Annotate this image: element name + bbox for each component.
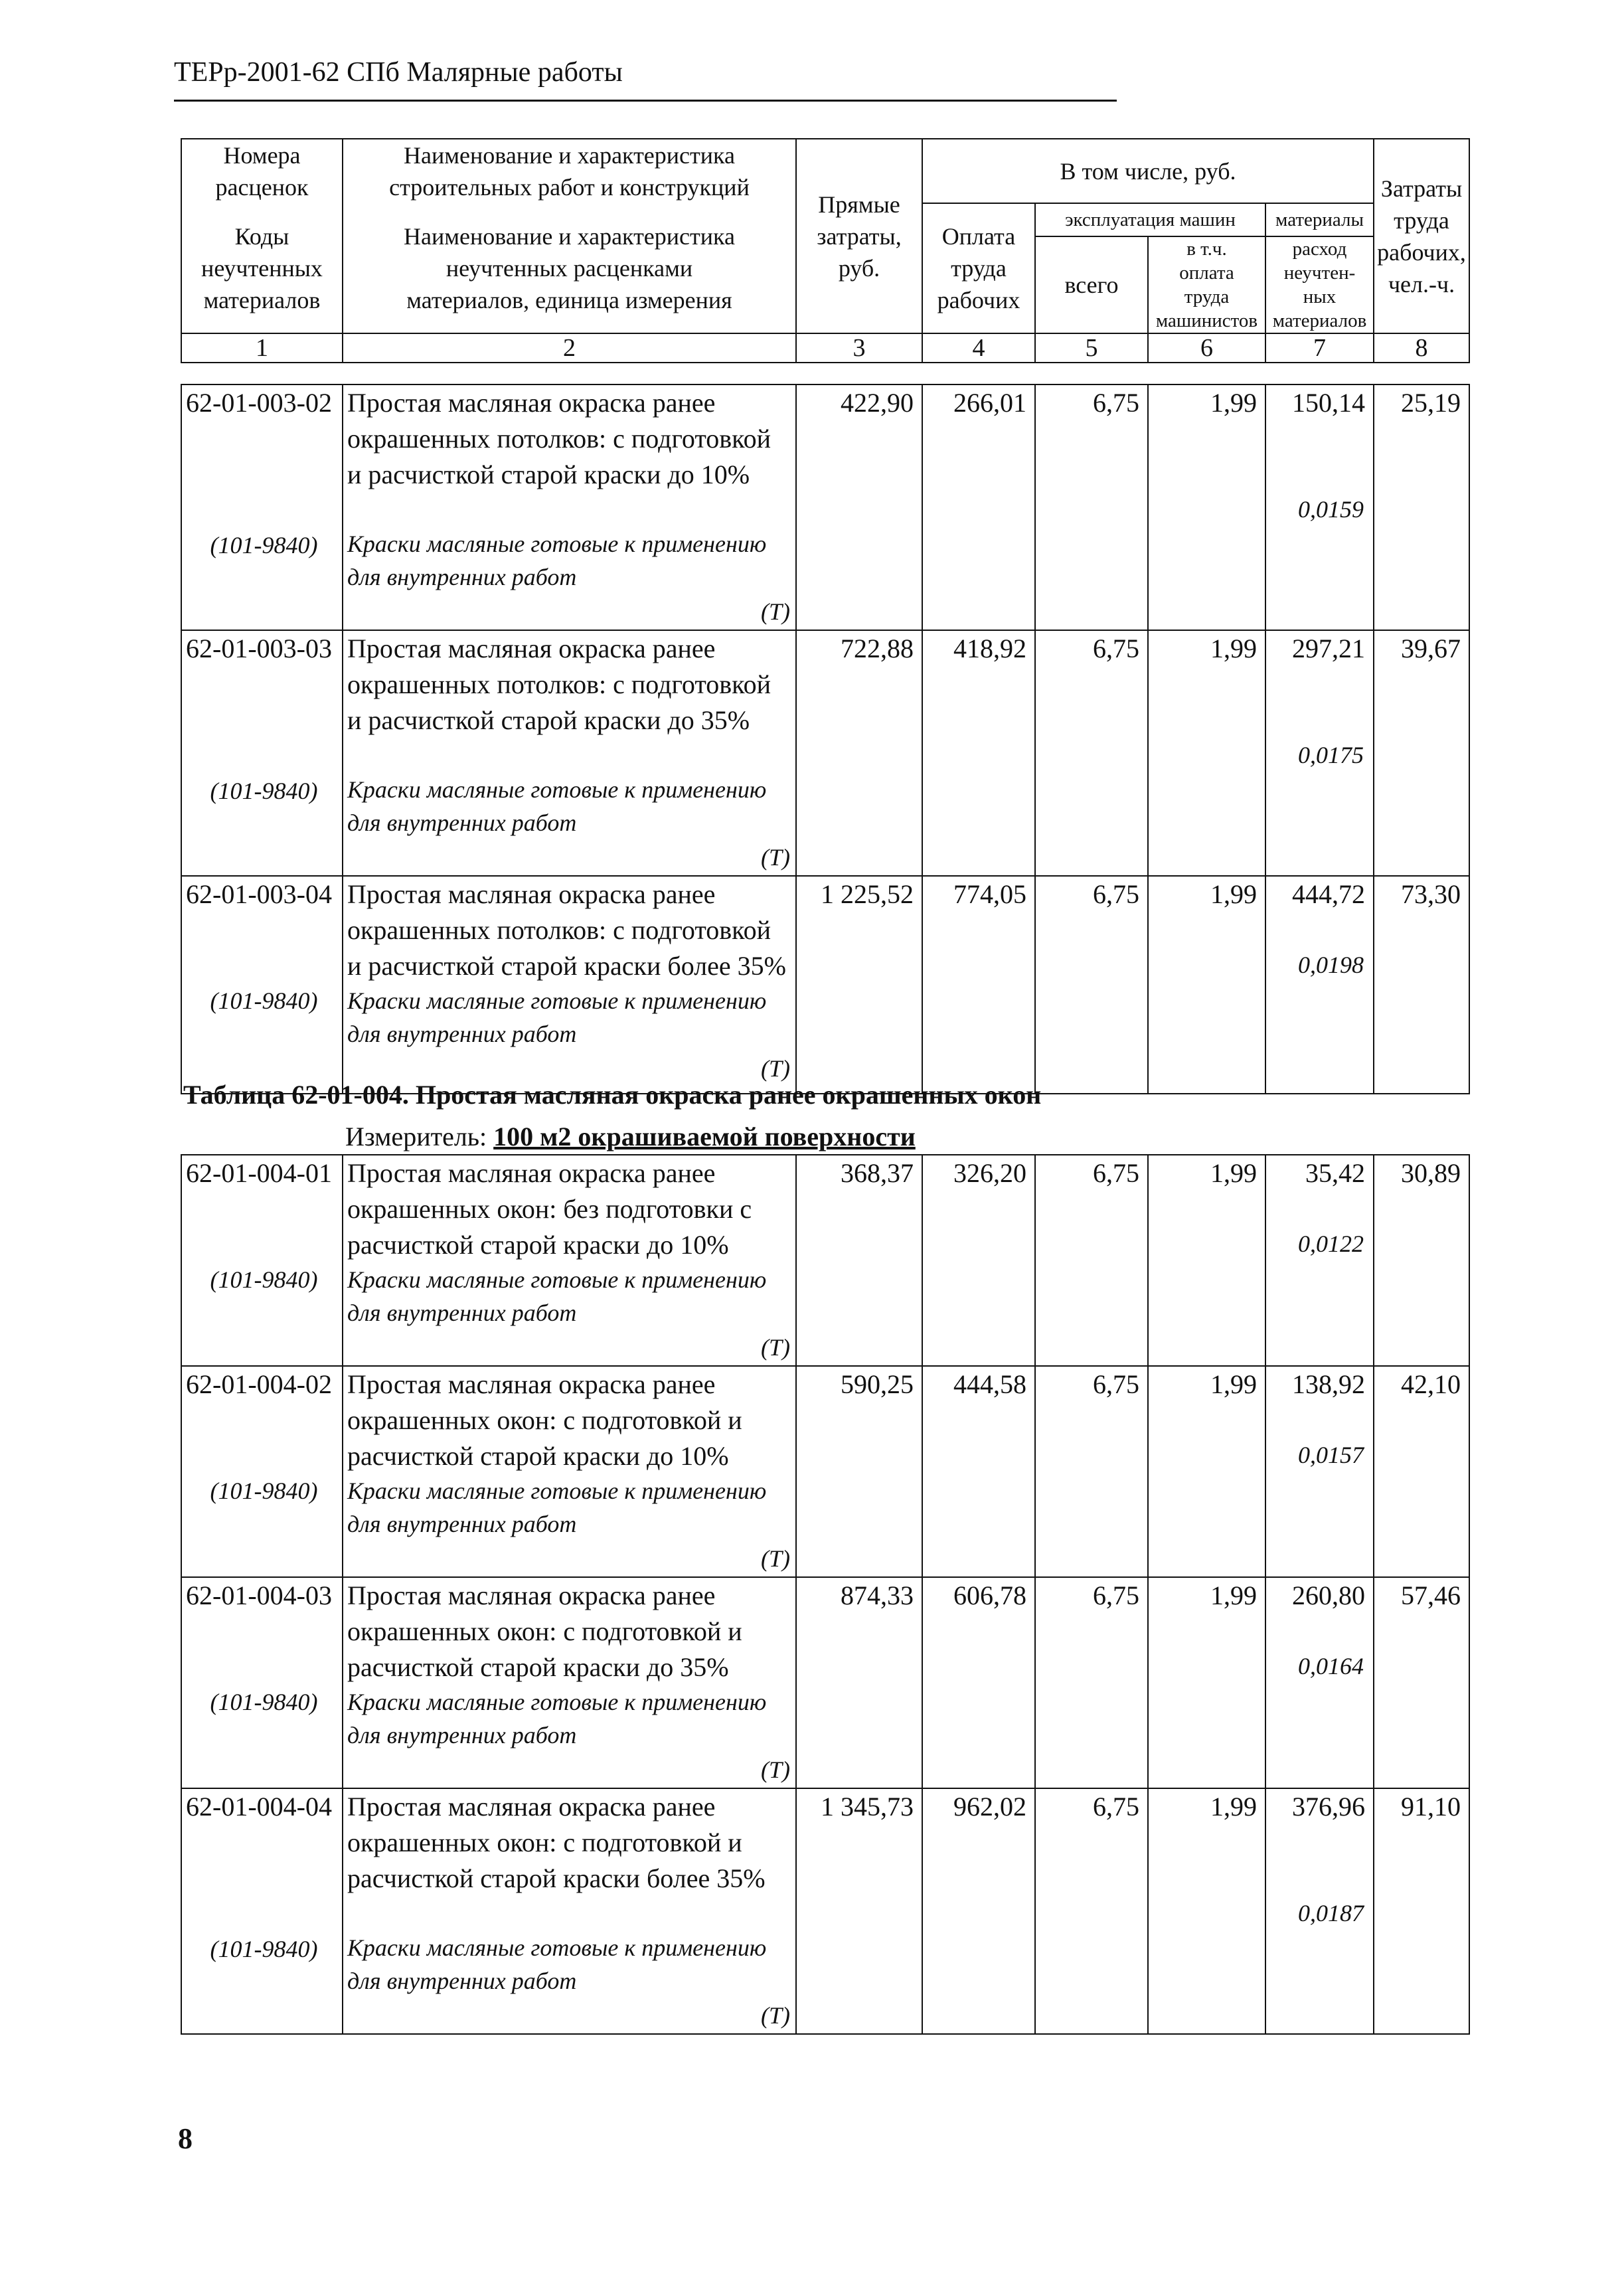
rate-name-line: окрашенных окон: с подготовкой и: [347, 1405, 742, 1435]
material-name-line: Краски масляные готовые к применению: [347, 1934, 767, 1961]
measure-label: Измеритель:: [345, 1122, 487, 1151]
rate-row: [181, 1155, 1469, 1366]
value: 266,01: [953, 388, 1026, 418]
value: 774,05: [953, 879, 1026, 909]
header-text: Затраты: [1380, 175, 1463, 202]
header-text: неучтен-: [1283, 262, 1356, 284]
value: 39,67: [1401, 634, 1461, 663]
materials-cost: [1265, 1577, 1374, 1788]
value: 6,75: [1093, 634, 1139, 663]
operator-pay: [1148, 1366, 1265, 1577]
operator-pay: [1148, 1577, 1265, 1788]
direct-cost: [796, 1788, 922, 2034]
material-quantity: 0,0159: [1298, 496, 1364, 523]
value: 150,14: [1292, 388, 1365, 418]
rate-name-cell: [343, 1577, 796, 1788]
rate-name-line: и расчисткой старой краски до 10%: [347, 460, 750, 489]
header-text: неучтенных расценками: [446, 254, 693, 282]
header-text: строительных работ и конструкций: [389, 174, 750, 201]
spacer: [1266, 1402, 1373, 1437]
material-name-line: для внутренних работ: [347, 564, 577, 590]
header-rate-numbers: [181, 139, 343, 203]
direct-cost: [796, 1577, 922, 1788]
value: 722,88: [841, 634, 914, 663]
spacer: [1266, 667, 1373, 737]
machines-total: [1035, 876, 1148, 1094]
rate-name-line: расчисткой старой краски до 35%: [347, 1652, 729, 1682]
material-name-line: Краски масляные готовые к применению: [347, 1689, 767, 1715]
rate-name-line: окрашенных потолков: с подготовкой: [347, 669, 771, 699]
header-text: материалов: [203, 286, 321, 313]
labor-hours: [1374, 1577, 1469, 1788]
rate-name-line: окрашенных окон: с подготовкой и: [347, 1827, 742, 1857]
header-text: затраты,: [817, 222, 902, 250]
rate-row: [181, 630, 1469, 876]
value: 1 345,73: [821, 1792, 914, 1822]
header-text: машинистов: [1155, 310, 1258, 331]
material-code: (101-9840): [210, 778, 318, 804]
header-text: Коды: [234, 222, 289, 250]
spacer: [1266, 1614, 1373, 1648]
header-machines-total: всего: [1035, 236, 1148, 333]
value: 1,99: [1210, 879, 1257, 909]
materials-cost: [1265, 630, 1374, 876]
rates-table-62-01-004: [181, 1154, 1470, 2035]
header-text: Наименование и характеристика: [404, 142, 735, 169]
machines-total: [1035, 630, 1148, 876]
value: 368,37: [841, 1158, 914, 1188]
rate-code-cell: [181, 384, 343, 630]
labor-pay: [922, 1155, 1035, 1366]
rate-code: 62-01-004-04: [186, 1792, 332, 1822]
measure-value: 100 м2 окрашиваемой поверхности: [493, 1122, 916, 1151]
value: 6,75: [1093, 1792, 1139, 1822]
direct-cost: [796, 384, 922, 630]
header-work-name: [343, 139, 796, 203]
header-text: оплата: [1179, 262, 1234, 284]
rate-name-line: Простая масляная окраска ранее: [347, 634, 716, 663]
material-name-line: для внутренних работ: [347, 1021, 577, 1047]
material-name-line: Краски масляные готовые к применению: [347, 531, 767, 557]
machines-total: [1035, 384, 1148, 630]
labor-hours: [1374, 1366, 1469, 1577]
value: 444,72: [1292, 879, 1365, 909]
rate-row: [181, 1366, 1469, 1577]
value: 297,21: [1292, 634, 1365, 663]
header-text: Наименование и характеристика: [404, 222, 735, 250]
col-number: 2: [343, 333, 796, 363]
material-name-line: для внутренних работ: [347, 1722, 577, 1748]
operator-pay: [1148, 630, 1265, 876]
value: 6,75: [1093, 1580, 1139, 1610]
header-material-name: [343, 203, 796, 333]
section-a-body: [181, 384, 1469, 1094]
rate-code: 62-01-003-02: [186, 388, 332, 418]
header-text: труда: [951, 255, 1007, 282]
column-header-table: [181, 138, 1470, 363]
operator-pay: [1148, 876, 1265, 1094]
value: 1,99: [1210, 388, 1257, 418]
value: 422,90: [841, 388, 914, 418]
header-text: материалов, единица измерения: [406, 286, 732, 313]
rate-name-cell: [343, 876, 796, 1094]
rate-name-cell: [343, 384, 796, 630]
material-name-line: Краски масляные готовые к применению: [347, 776, 767, 803]
spacer: [186, 667, 342, 773]
header-text: Номера: [223, 142, 301, 169]
running-header: ТЕРр-2001-62 СПб Малярные работы: [174, 57, 623, 88]
labor-pay: [922, 630, 1035, 876]
rate-code-cell: [181, 876, 343, 1094]
header-text: Оплата: [941, 223, 1016, 250]
materials-cost: [1265, 384, 1374, 630]
header-text: ных: [1303, 286, 1337, 307]
direct-cost: [796, 630, 922, 876]
value: 1,99: [1210, 1792, 1257, 1822]
t-mark: (Т): [761, 598, 790, 625]
table-caption: Таблица 62-01-004. Простая масляная окраска ранее окрашенных окон: [183, 1080, 1042, 1110]
rates-table-62-01-003: [181, 384, 1470, 1094]
header-text: чел.-ч.: [1388, 270, 1455, 297]
material-name-line: Краски масляные готовые к применению: [347, 987, 767, 1014]
value: 326,20: [953, 1158, 1026, 1188]
rate-name-line: Простая масляная окраска ранее: [347, 1158, 716, 1188]
rate-name-line: расчисткой старой краски более 35%: [347, 1863, 766, 1893]
value: 91,10: [1401, 1792, 1461, 1822]
material-quantity: 0,0164: [1298, 1653, 1364, 1679]
rate-row: [181, 1788, 1469, 2034]
rate-code-cell: [181, 630, 343, 876]
value: 42,10: [1401, 1369, 1461, 1399]
rate-name-line: Простая масляная окраска ранее: [347, 1369, 716, 1399]
value: 1,99: [1210, 1158, 1257, 1188]
machines-total: [1035, 1155, 1148, 1366]
header-operator-pay: [1148, 236, 1265, 333]
material-code: (101-9840): [210, 987, 318, 1014]
spacer: [186, 1825, 342, 1931]
spacer: [186, 1402, 342, 1473]
measure-line: [345, 1121, 916, 1152]
value: 418,92: [953, 634, 1026, 663]
operator-pay: [1148, 1155, 1265, 1366]
rate-name-line: и расчисткой старой краски более 35%: [347, 951, 786, 981]
material-name-line: Краски масляные готовые к применению: [347, 1266, 767, 1293]
operator-pay: [1148, 384, 1265, 630]
material-quantity: 0,0157: [1298, 1442, 1364, 1468]
rate-row: [181, 1577, 1469, 1788]
rate-name-line: Простая масляная окраска ранее: [347, 1580, 716, 1610]
header-material-consumption: [1265, 236, 1374, 333]
machines-total: [1035, 1577, 1148, 1788]
rate-name-line: и расчисткой старой краски до 35%: [347, 705, 750, 735]
rate-code-cell: [181, 1577, 343, 1788]
value: 25,19: [1401, 388, 1461, 418]
spacer: [186, 1614, 342, 1684]
rate-code-cell: [181, 1366, 343, 1577]
col-number: 6: [1148, 333, 1265, 363]
rate-code: 62-01-003-03: [186, 634, 332, 663]
direct-cost: [796, 1155, 922, 1366]
header-text: труда: [1184, 286, 1230, 307]
header-rule: [174, 100, 1117, 102]
material-quantity: 0,0187: [1298, 1900, 1364, 1926]
rate-name-line: окрашенных потолков: с подготовкой: [347, 915, 771, 945]
header-machines: эксплуатация машин: [1035, 203, 1265, 236]
value: 6,75: [1093, 1369, 1139, 1399]
rate-name-cell: [343, 1366, 796, 1577]
header-text: рабочих,: [1377, 238, 1466, 266]
value: 57,46: [1401, 1580, 1461, 1610]
header-text: Прямые: [818, 191, 900, 218]
rate-name-line: расчисткой старой краски до 10%: [347, 1441, 729, 1471]
rate-name-line: Простая масляная окраска ранее: [347, 1792, 716, 1822]
material-quantity: 0,0198: [1298, 952, 1364, 978]
labor-pay: [922, 1366, 1035, 1577]
value: 1,99: [1210, 1369, 1257, 1399]
value: 874,33: [841, 1580, 914, 1610]
page-number: 8: [178, 2122, 193, 2155]
header-text: материалов: [1272, 310, 1367, 331]
material-code: (101-9840): [210, 532, 318, 558]
labor-pay: [922, 1788, 1035, 2034]
direct-cost: [796, 1366, 922, 1577]
rate-code-cell: [181, 1788, 343, 2034]
value: 138,92: [1292, 1369, 1365, 1399]
value: 6,75: [1093, 879, 1139, 909]
header-group: В том числе, руб.: [922, 139, 1374, 203]
material-name-line: для внутренних работ: [347, 809, 577, 836]
header-text: неучтенных: [201, 254, 323, 282]
rate-code: 62-01-003-04: [186, 879, 332, 909]
rate-name-line: Простая масляная окраска ранее: [347, 388, 716, 418]
value: 1,99: [1210, 1580, 1257, 1610]
spacer: [186, 1191, 342, 1262]
col-number: 5: [1035, 333, 1148, 363]
material-quantity: 0,0122: [1298, 1230, 1364, 1257]
rate-name-line: Простая масляная окраска ранее: [347, 879, 716, 909]
material-code: (101-9840): [210, 1266, 318, 1293]
material-name-line: для внутренних работ: [347, 1300, 577, 1326]
material-quantity: 0,0175: [1298, 742, 1364, 768]
value: 1,99: [1210, 634, 1257, 663]
header-text: в т.ч.: [1186, 238, 1227, 260]
rate-name-line: окрашенных окон: с подготовкой и: [347, 1616, 742, 1646]
labor-hours: [1374, 1788, 1469, 2034]
spacer: [1266, 421, 1373, 491]
header-materials: материалы: [1265, 203, 1374, 236]
labor-hours: [1374, 1155, 1469, 1366]
machines-total: [1035, 1366, 1148, 1577]
rate-row: [181, 876, 1469, 1094]
material-name-line: Краски масляные готовые к применению: [347, 1478, 767, 1504]
header-text: рабочих: [937, 287, 1020, 313]
header-material-codes: [181, 203, 343, 333]
machines-total: [1035, 1788, 1148, 2034]
rate-code: 62-01-004-02: [186, 1369, 332, 1399]
labor-hours: [1374, 384, 1469, 630]
value: 30,89: [1401, 1158, 1461, 1188]
rate-name-cell: [343, 1788, 796, 2034]
t-mark: (Т): [761, 2002, 790, 2029]
spacer: [347, 738, 795, 773]
labor-pay: [922, 384, 1035, 630]
value: 73,30: [1401, 879, 1461, 909]
material-code: (101-9840): [210, 1478, 318, 1504]
value: 6,75: [1093, 388, 1139, 418]
value: 590,25: [841, 1369, 914, 1399]
value: 260,80: [1292, 1580, 1365, 1610]
rate-name-line: расчисткой старой краски до 10%: [347, 1230, 729, 1260]
value: 1 225,52: [821, 879, 914, 909]
spacer: [1266, 1825, 1373, 1895]
value: 376,96: [1292, 1792, 1365, 1822]
operator-pay: [1148, 1788, 1265, 2034]
materials-cost: [1265, 1788, 1374, 2034]
material-code: (101-9840): [210, 1689, 318, 1715]
labor-hours: [1374, 630, 1469, 876]
materials-cost: [1265, 876, 1374, 1094]
t-mark: (Т): [761, 844, 790, 871]
header-labor-hours: [1374, 139, 1469, 333]
rate-code: 62-01-004-03: [186, 1580, 332, 1610]
header-text: расценок: [215, 174, 309, 201]
value: 6,75: [1093, 1158, 1139, 1188]
rate-name-cell: [343, 1155, 796, 1366]
rate-name-line: окрашенных потолков: с подготовкой: [347, 424, 771, 454]
material-code: (101-9840): [210, 1936, 318, 1962]
t-mark: (Т): [761, 1756, 790, 1783]
header-direct-costs: [796, 139, 922, 333]
spacer: [1266, 912, 1373, 947]
value: 606,78: [953, 1580, 1026, 1610]
rate-code-cell: [181, 1155, 343, 1366]
materials-cost: [1265, 1155, 1374, 1366]
labor-pay: [922, 1577, 1035, 1788]
col-number: 1: [181, 333, 343, 363]
spacer: [186, 421, 342, 527]
value: 444,58: [953, 1369, 1026, 1399]
t-mark: (Т): [761, 1055, 790, 1082]
material-name-line: для внутренних работ: [347, 1511, 577, 1537]
materials-cost: [1265, 1366, 1374, 1577]
rate-name-line: окрашенных окон: без подготовки с: [347, 1194, 752, 1224]
header-labor-pay: [922, 203, 1035, 333]
col-number: 3: [796, 333, 922, 363]
spacer: [347, 1897, 795, 1931]
spacer: [186, 912, 342, 983]
col-number: 7: [1265, 333, 1374, 363]
labor-hours: [1374, 876, 1469, 1094]
t-mark: (Т): [761, 1334, 790, 1361]
rate-row: [181, 384, 1469, 630]
col-number: 4: [922, 333, 1035, 363]
material-name-line: для внутренних работ: [347, 1968, 577, 1994]
rate-name-cell: [343, 630, 796, 876]
t-mark: (Т): [761, 1545, 790, 1572]
value: 962,02: [953, 1792, 1026, 1822]
rate-code: 62-01-004-01: [186, 1158, 332, 1188]
labor-pay: [922, 876, 1035, 1094]
direct-cost: [796, 876, 922, 1094]
header-text: труда: [1394, 207, 1449, 234]
spacer: [1266, 1191, 1373, 1226]
col-number: 8: [1374, 333, 1469, 363]
section-b-body: [181, 1155, 1469, 2034]
spacer: [347, 493, 795, 527]
header-text: расход: [1292, 238, 1347, 260]
header-text: руб.: [838, 254, 880, 282]
value: 35,42: [1305, 1158, 1365, 1188]
